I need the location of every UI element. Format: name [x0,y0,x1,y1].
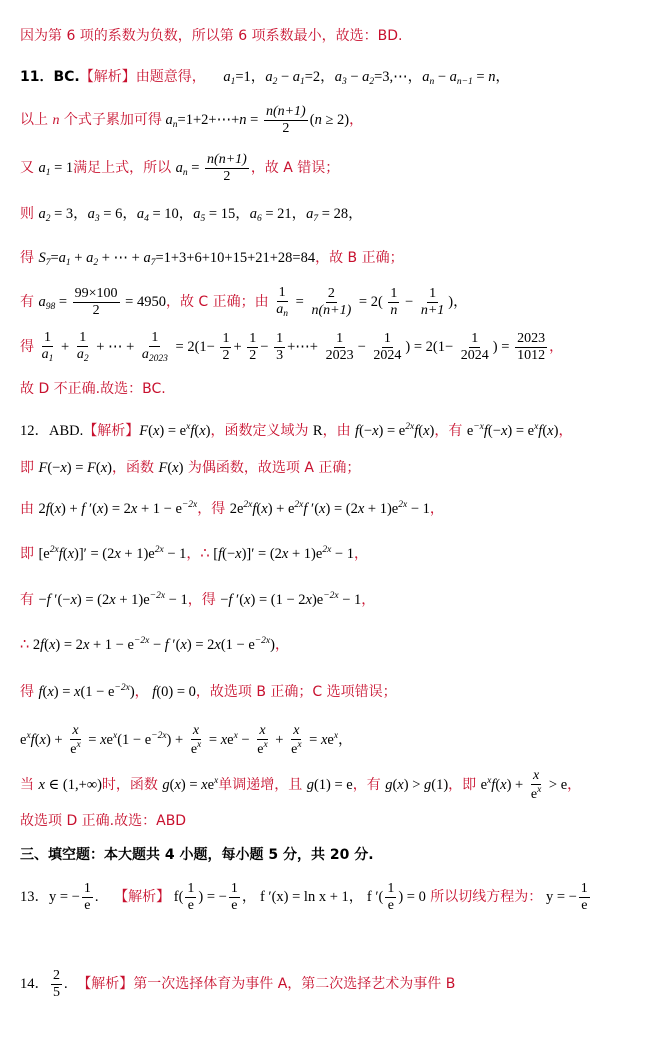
text-line: 因为第 6 项的系数为负数，所以第 6 项系数最小，故选：BD. [20,28,403,44]
problem-11-header: 11．BC.【解析】由题意得， $a_1=1$，$a_2 - a_1=2$，$a_3$ − $a_2=3,\cdots$，$a_n - a_{n-1} = n$， [20,69,510,87]
monotone-line: 当 x ∈ (1,+∞)时，函数 $g(x) = xe^x$单调递增，且 g(1) = e，有 g(x) > g(1)，即 $e^xf(x)$ + $\frac{x}{e^x}$ > e， [20,768,582,803]
problem-14: 14． $\frac{2}{5}$ . 【解析】第一次选择体育为事件 A，第二次选择艺术为事件 B [20,968,456,1001]
terms-line: 则 $a_2 = 3$，$a_3 = 6$，$a_4 = 10$，$a_5 = 15$，$a_6 = 21$，$a_7 = 28$， [20,206,363,224]
section-header: 三、填空题：本大题共 4 小题，每小题 5 分，共 20 分. [20,847,374,863]
problem-12-header: 12．ABD.【解析】$F(x) = e^xf(x)$，函数定义域为 R，由 $f(-x) = e^{2x}f(x)$，有 $e^{-x}f(-x) = e^xf(x)$， [20,422,573,439]
reciprocal-sum-line: 得 $\frac{1}{a_1}$ + $\frac{1}{a_2}$ + ⋯ + $\frac{1}{a_{2023}}$ = 2(1− $\frac{1}{2}$ + $\frac{1}{2}$ − $\frac{1}{3}$ +⋯+ $\frac{1}{2023}$ − $\frac{1}{2024}$ ) = 2(1− $\frac{1}{2024}$ ) = $\frac{2023}{1012}$ ， [20,330,564,365]
problem-13: 13．y = − $\frac{1}{e}$ . 【解析】 f( $\frac{1}{e}$ ) = − $\frac{1}{e}$ ， f ′(x) = ln x + 1， f ′( $\frac{1}{e}$ ) = 0 所以切线方程为： y = − $\frac{1}{e}$ [20,881,588,914]
bracket-derivative-line: 即 $[e^{2x}f(x)]' = (2x + 1)e^{2x} - 1$，∴ $[f(-x)]' = (2x + 1)e^{2x} - 1$， [20,545,368,562]
text-line: 故选项 D 正确.故选：ABD [20,813,187,829]
text-line: 故 D 不正确.故选：BC. [20,381,166,397]
fx-result-line: 得 $f(x) = x(1 - e^{-2x})$， f(0) = 0，故选项 B 正确；C 选项错误； [20,683,397,700]
neg-derivative-line: 有 −f $'(-x) = (2x + 1)e^{-2x} - 1$，得 −f $'(x) = (1 - 2x)e^{-2x} - 1$， [20,591,376,608]
therefore-line: ∴ $2f(x) = 2x + 1 - e^{-2x} - f$ $'(x) = 2x(1 - e^{-2x})$， [20,636,289,653]
general-term-line: 又 $a_1 = 1$满足上式，所以 $a_n$ = $\frac{n(n+1)}{2}$ ，故 A 错误； [20,152,340,185]
s7-line: 得 $S_7=a_1 + a_2$ + ⋯ + $a_7=1+3+6+10+15+21+28=84$，故 B 正确； [20,250,404,268]
a98-line: 有 $a_{98}$ = $\frac{99\times 100}{2}$ = 4950，故 C 正确；由 $\frac{1}{a_n}$ = $\frac{2}{n(n+1)}$ = 2( $\frac{1}{n}$ − $\frac{1}{n+1}$ )， [20,285,468,320]
ex-fx-line: $e^xf(x)$ + $\frac{x}{e^x}$ = $xe^x(1 - e^{-2x})$ + $\frac{x}{e^x}$ = $xe^x$ − $\frac{x}{e^x}$ + $\frac{x}{e^x}$ = $xe^x$， [20,723,353,758]
sum-formula-line: 以上 n 个式子累加可得 $a_n=1+2+\cdots+n$ = $\frac{n(n+1)}{2}$ (n ≥ 2)， [20,104,364,137]
even-function-line: 即 F(−x) = F(x)，函数 F(x) 为偶函数，故选项 A 正确； [20,460,361,476]
derivative-line: 由 2f(x) + f $'(x) = 2x + 1 - e^{-2x}$，得 $2e^{2x}f(x) + e^{2x}f$ $'(x) = (2x + 1)e^{2x} - 1$， [20,500,444,517]
